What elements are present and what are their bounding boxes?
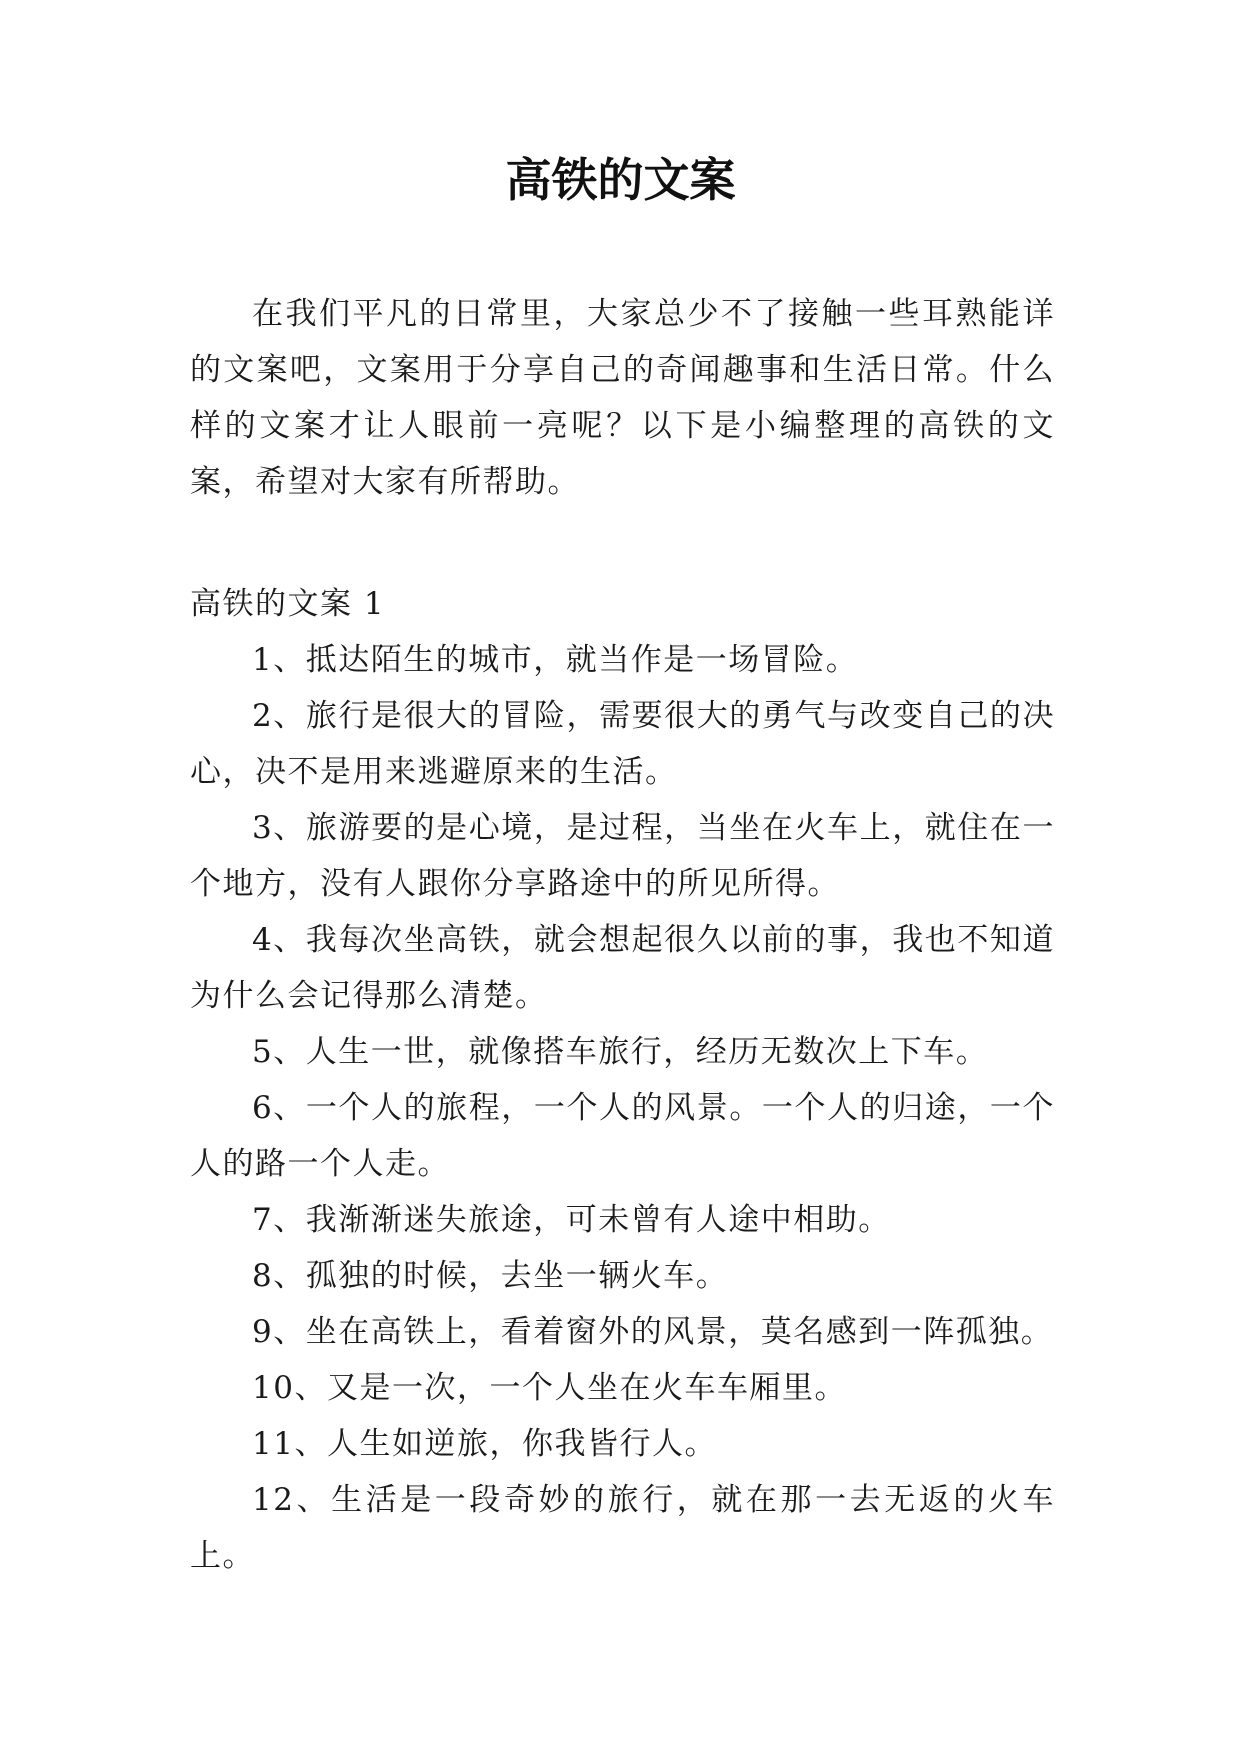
list-item: 1、抵达陌生的城市，就当作是一场冒险。 (252, 642, 859, 678)
list-item: 7、我渐渐迷失旅途，可未曾有人途中相助。 (252, 1202, 891, 1238)
document-body (190, 286, 1055, 1584)
list-item: 9、坐在高铁上，看着窗外的风景，莫名感到一阵孤独。 (252, 1314, 1054, 1350)
list-item: 11、人生如逆旅，你我皆行人。 (252, 1426, 717, 1462)
list-item: 3、旅游要的是心境，是过程，当坐在火车上，就住在一个地方，没有人跟你分享路途中的所见所得。 (190, 810, 1055, 902)
list-item: 8、孤独的时候，去坐一辆火车。 (252, 1258, 729, 1294)
list-item: 2、旅行是很大的冒险，需要很大的勇气与改变自己的决心，决不是用来逃避原来的生活。 (190, 698, 1055, 790)
list-item: 5、人生一世，就像搭车旅行，经历无数次上下车。 (252, 1034, 989, 1070)
document-title: 高铁的文案 (505, 153, 736, 207)
list-item: 10、又是一次，一个人坐在火车车厢里。 (252, 1370, 847, 1406)
section-heading: 高铁的文案 1 (190, 586, 386, 622)
list-item: 6、一个人的旅程，一个人的风景。一个人的归途，一个人的路一个人走。 (190, 1090, 1055, 1182)
list-item: 12、生活是一段奇妙的旅行，就在那一去无返的火车上。 (190, 1482, 1055, 1574)
intro-paragraph: 在我们平凡的日常里，大家总少不了接触一些耳熟能详的文案吧，文案用于分享自己的奇闻趣事和生活日常。什么样的文案才让人眼前一亮呢？以下是小编整理的高铁的文案，希望对大家有所帮助。 (190, 296, 1055, 500)
list-item: 4、我每次坐高铁，就会想起很久以前的事，我也不知道为什么会记得那么清楚。 (190, 922, 1055, 1014)
